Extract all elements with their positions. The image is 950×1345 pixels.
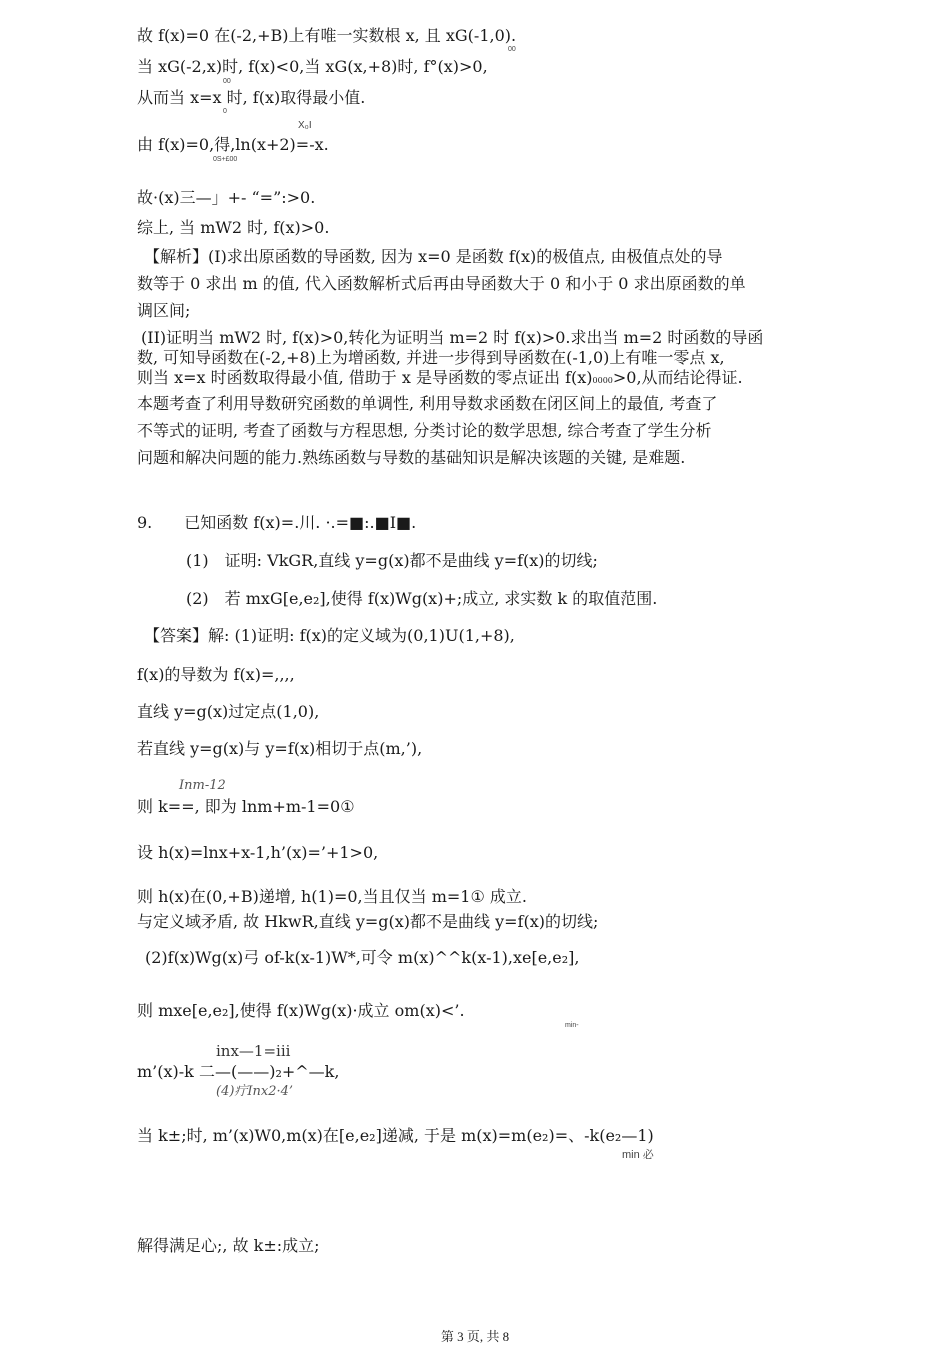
subscript-mark: min 必	[622, 1149, 654, 1161]
analysis-line: 调区间;	[137, 301, 191, 320]
subscript-mark: min-	[565, 1022, 579, 1029]
analysis-text: 则当 x=x 时函数取得最小值, 借助于 x 是导函数的零点证出 f(x)	[137, 368, 593, 387]
text-line: 从而当 x=x 时, f(x)取得最小值.	[137, 88, 366, 107]
analysis-line: 【解析】(I)求出原函数的导函数, 因为 x=0 是函数 f(x)的极值点, 由极值点处的导	[144, 247, 723, 266]
fraction-numerator: Inm-12	[179, 778, 226, 793]
answer-line: 若直线 y=g(x)与 y=f(x)相切于点(m,’),	[137, 739, 423, 758]
answer-line: (2)f(x)Wg(x)弓 of-k(x-1)W*,可令 m(x)^^k(x-1),xe[e,e₂],	[145, 948, 580, 967]
subscript-mark: X₀I	[298, 120, 312, 131]
answer-line: m’(x)-k 二—(——)₂+^—k,	[137, 1062, 340, 1081]
answer-line: 当 k±;时, m’(x)W0,m(x)在[e,e₂]递减, 于是 m(x)=m(e₂)=、-k(e₂—1)	[137, 1126, 654, 1145]
analysis-line: 数等于 0 求出 m 的值, 代入函数解析式后再由导函数大于 0 和小于 0 求出原函数的单	[137, 274, 746, 293]
question-9: 9. 已知函数 f(x)=.川. ·.=■:.■I■.	[137, 513, 417, 532]
subscript-mark: 00	[508, 46, 516, 53]
answer-line: 【答案】解: (1)证明: f(x)的定义域为(0,1)U(1,+8),	[144, 626, 515, 645]
text-line: 由 f(x)=0,得,ln(x+2)=-x.	[137, 135, 329, 154]
analysis-line: 问题和解决问题的能力.熟练函数与导数的基础知识是解决该题的关键, 是难题.	[137, 448, 686, 467]
analysis-line	[137, 368, 743, 391]
subscript-mark: 00	[223, 78, 231, 85]
analysis-text: >0,从而结论得证.	[612, 368, 743, 387]
fraction-numerator: inx—1=iii	[216, 1042, 291, 1060]
subscript-mark: 0000	[592, 376, 613, 385]
subscript-mark: 0S+£00	[213, 156, 238, 163]
text-line: 故 f(x)=0 在(-2,+B)上有唯一实数根 x, 且 xG(-1,0).	[137, 26, 517, 45]
text-line: 故·(x)三—」+- “=”:>0.	[137, 188, 316, 207]
answer-line: f(x)的导数为 f(x)=,,,,	[137, 665, 295, 684]
fraction-denominator: (4)疔Inx2·4’	[216, 1084, 294, 1099]
answer-line: 则 mxe[e,e₂],使得 f(x)Wg(x)·成立 om(x)<’.	[137, 1001, 465, 1020]
question-9-part-1: (1) 证明: VkGR,直线 y=g(x)都不是曲线 y=f(x)的切线;	[186, 551, 598, 570]
subscript-mark: 0	[223, 108, 227, 115]
page-footer: 第 3 页, 共 8	[440, 1329, 510, 1344]
text-line: 综上, 当 mW2 时, f(x)>0.	[137, 218, 330, 237]
answer-line: 与定义域矛盾, 故 HkwR,直线 y=g(x)都不是曲线 y=f(x)的切线;	[137, 912, 599, 931]
analysis-line: 本题考查了利用导数研究函数的单调性, 利用导数求函数在闭区间上的最值, 考查了	[137, 394, 718, 413]
analysis-line: 不等式的证明, 考查了函数与方程思想, 分类讨论的数学思想, 综合考查了学生分析	[137, 421, 712, 440]
answer-line: 解得满足心;, 故 k±:成立;	[137, 1236, 320, 1255]
analysis-line: 数, 可知导函数在(-2,+8)上为增函数, 并进一步得到导函数在(-1,0)上有唯一零点 x,	[137, 348, 725, 367]
analysis-line: (II)证明当 mW2 时, f(x)>0,转化为证明当 m=2 时 f(x)>0.求出当 m=2 时函数的导函	[141, 328, 764, 347]
answer-line: 直线 y=g(x)过定点(1,0),	[137, 702, 320, 721]
answer-line: 设 h(x)=lnx+x-1,h’(x)=’+1>0,	[137, 843, 379, 862]
answer-line: 则 k==, 即为 lnm+m-1=0①	[137, 797, 355, 816]
text-line: 当 xG(-2,x)时, f(x)<0,当 xG(x,+8)时, f°(x)>0,	[137, 57, 488, 76]
question-9-part-2: (2) 若 mxG[e,e₂],使得 f(x)Wg(x)+;成立, 求实数 k 的取值范围.	[186, 589, 658, 608]
answer-line: 则 h(x)在(0,+B)递增, h(1)=0,当且仅当 m=1① 成立.	[137, 887, 527, 906]
